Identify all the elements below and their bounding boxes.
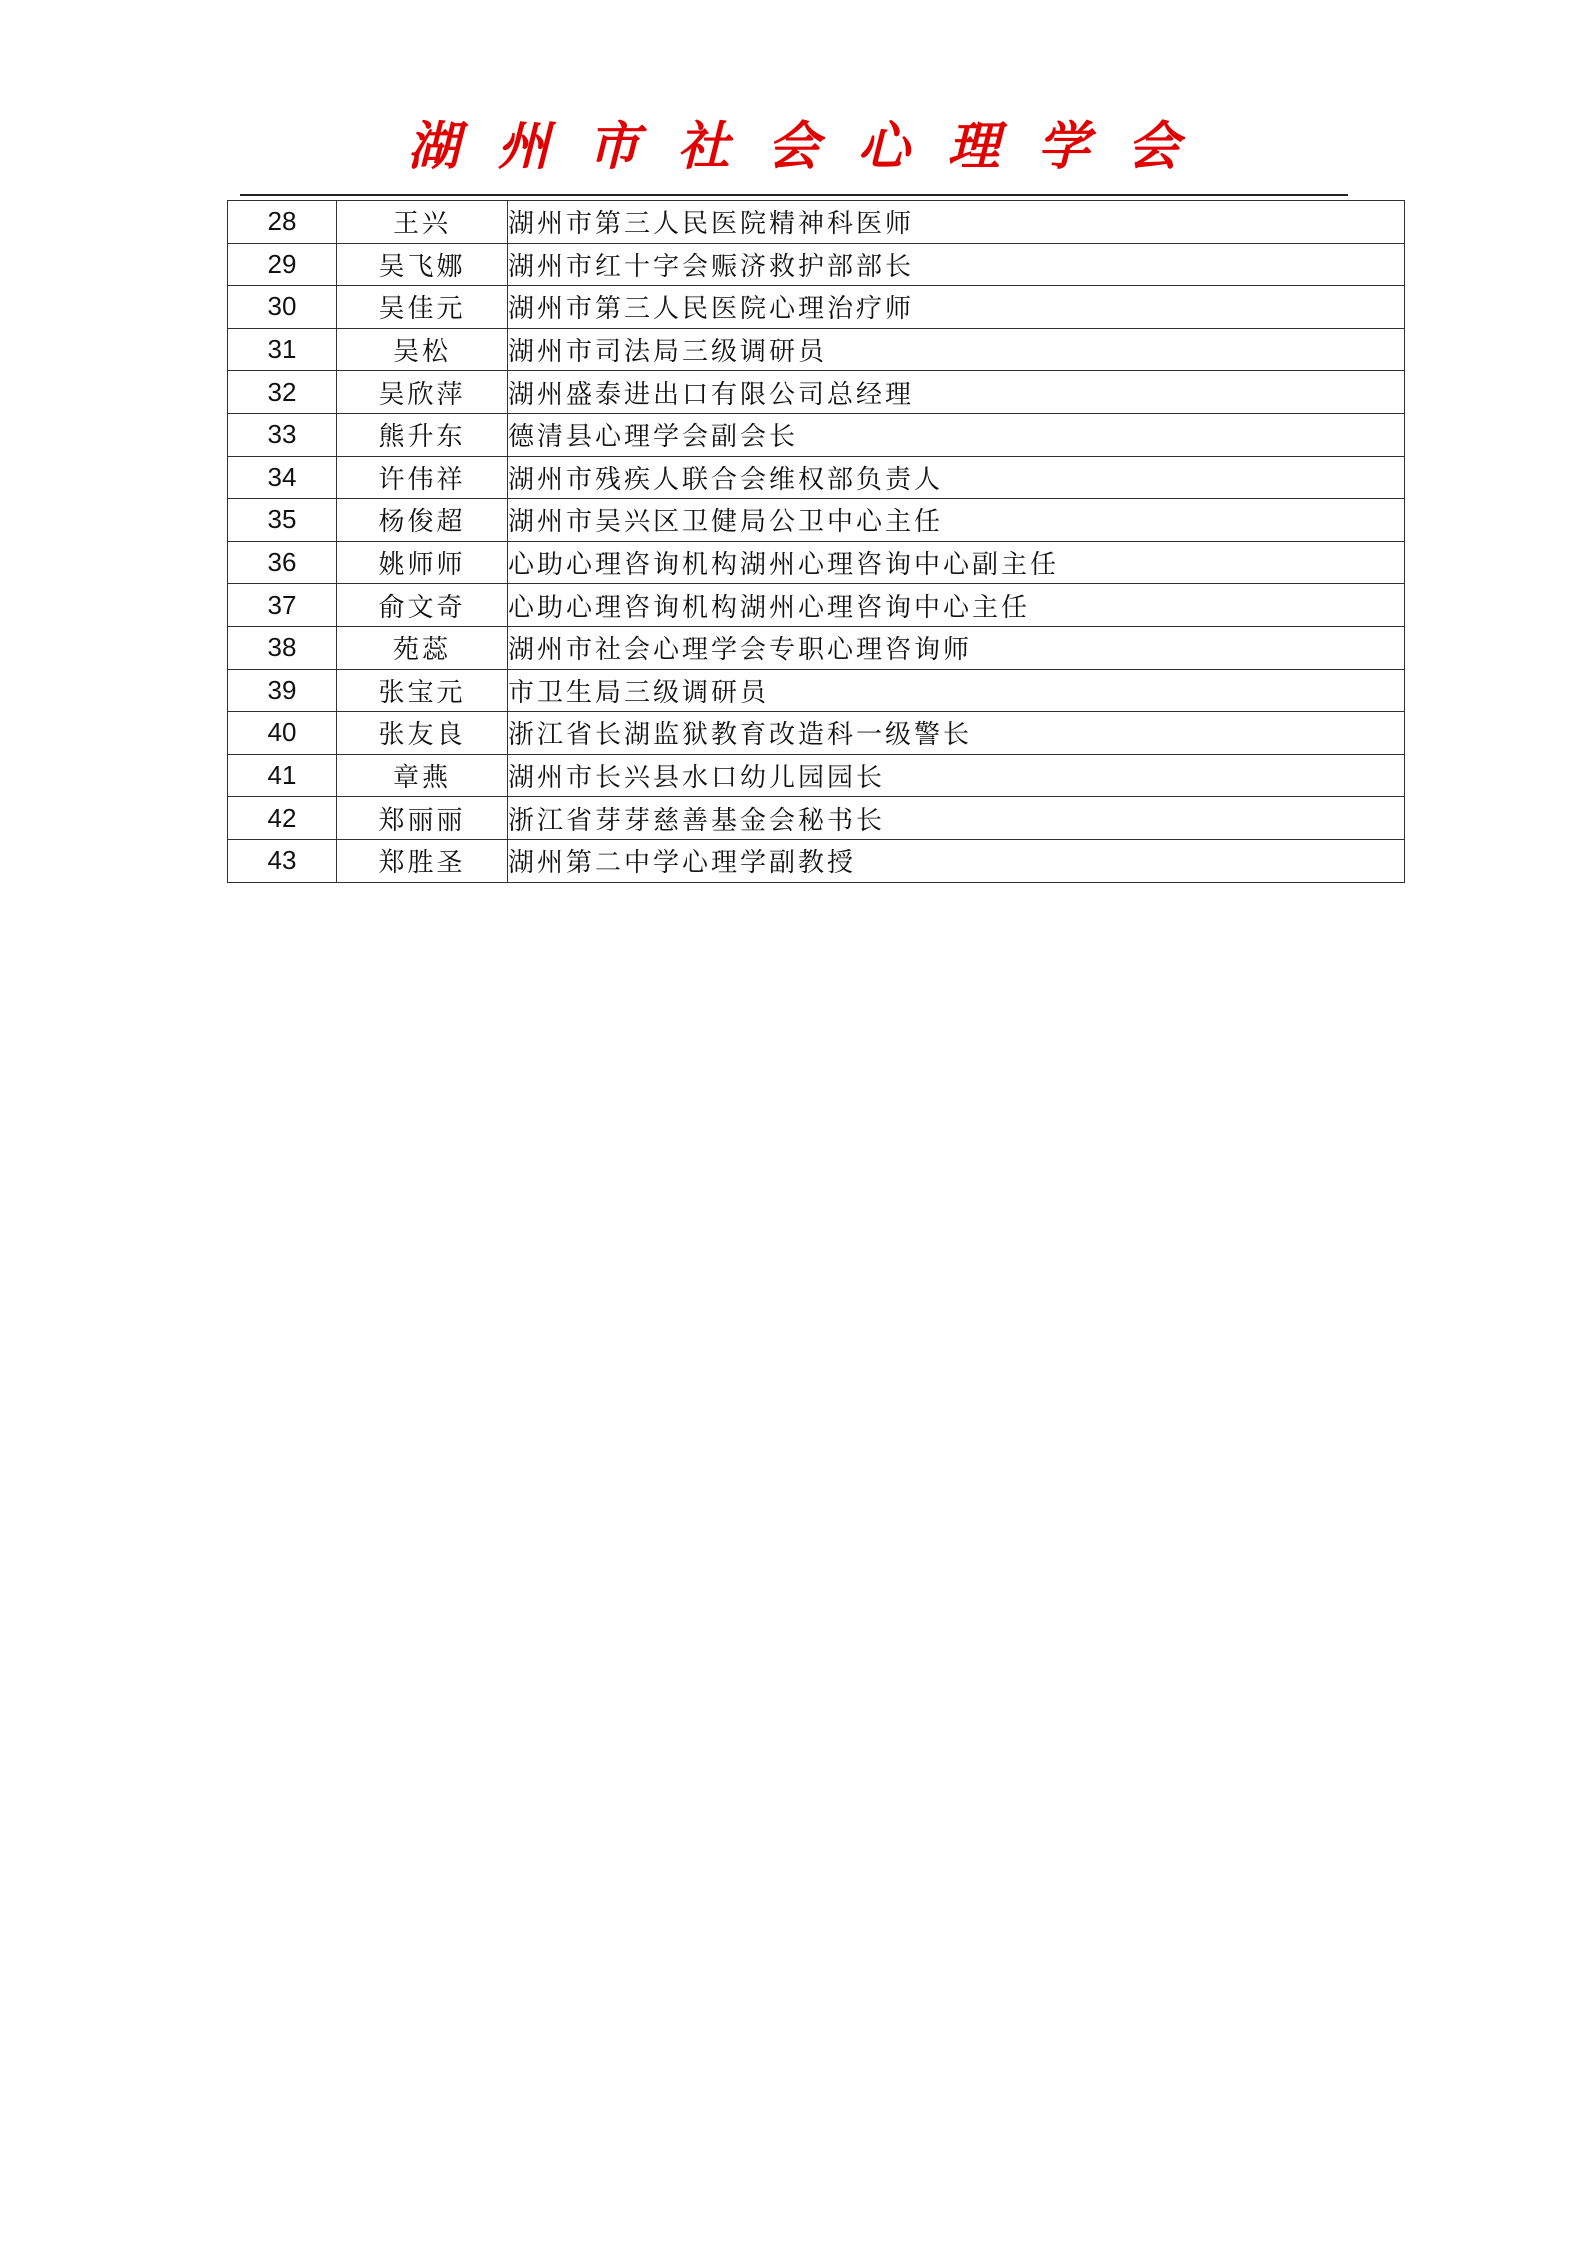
member-position: 湖州市残疾人联合会维权部负责人 (508, 456, 1405, 499)
member-position: 浙江省长湖监狱教育改造科一级警长 (508, 712, 1405, 755)
member-name: 许伟祥 (337, 456, 508, 499)
table-row (228, 371, 1405, 414)
org-title: 湖州市社会心理学会 (407, 116, 1218, 177)
row-number: 39 (228, 669, 337, 712)
row-number: 40 (228, 712, 337, 755)
member-name: 俞文奇 (337, 584, 508, 627)
row-number: 42 (228, 797, 337, 840)
table-row (228, 286, 1405, 329)
table-row (228, 839, 1405, 882)
row-number: 43 (228, 839, 337, 882)
member-position: 湖州市第三人民医院精神科医师 (508, 201, 1405, 244)
row-number: 41 (228, 754, 337, 797)
table-row (228, 456, 1405, 499)
row-number: 36 (228, 541, 337, 584)
table-row (228, 328, 1405, 371)
member-position: 湖州市第三人民医院心理治疗师 (508, 286, 1405, 329)
member-position: 心助心理咨询机构湖州心理咨询中心副主任 (508, 541, 1405, 584)
member-position: 德清县心理学会副会长 (508, 413, 1405, 456)
table-row (228, 712, 1405, 755)
member-name: 熊升东 (337, 413, 508, 456)
table-row (228, 626, 1405, 669)
header-rule (240, 194, 1348, 196)
member-position: 湖州市红十字会赈济救护部部长 (508, 243, 1405, 286)
row-number: 31 (228, 328, 337, 371)
member-name: 吴佳元 (337, 286, 508, 329)
row-number: 34 (228, 456, 337, 499)
row-number: 35 (228, 499, 337, 542)
member-position: 湖州市吴兴区卫健局公卫中心主任 (508, 499, 1405, 542)
table-row (228, 584, 1405, 627)
row-number: 38 (228, 626, 337, 669)
row-number: 28 (228, 201, 337, 244)
row-number: 37 (228, 584, 337, 627)
member-name: 吴欣萍 (337, 371, 508, 414)
member-name: 郑胜圣 (337, 839, 508, 882)
member-name: 张友良 (337, 712, 508, 755)
row-number: 32 (228, 371, 337, 414)
member-name: 苑蕊 (337, 626, 508, 669)
member-table (227, 200, 1405, 883)
row-number: 33 (228, 413, 337, 456)
member-position: 湖州市社会心理学会专职心理咨询师 (508, 626, 1405, 669)
member-name: 姚师师 (337, 541, 508, 584)
table-row (228, 669, 1405, 712)
table-row (228, 797, 1405, 840)
table-row (228, 541, 1405, 584)
table-row (228, 413, 1405, 456)
member-position: 市卫生局三级调研员 (508, 669, 1405, 712)
table-row (228, 201, 1405, 244)
member-position: 湖州市长兴县水口幼儿园园长 (508, 754, 1405, 797)
member-name: 王兴 (337, 201, 508, 244)
member-position: 湖州市司法局三级调研员 (508, 328, 1405, 371)
member-position: 浙江省芽芽慈善基金会秘书长 (508, 797, 1405, 840)
row-number: 29 (228, 243, 337, 286)
member-name: 郑丽丽 (337, 797, 508, 840)
row-number: 30 (228, 286, 337, 329)
member-name: 杨俊超 (337, 499, 508, 542)
page-header (0, 112, 1587, 182)
member-name: 吴松 (337, 328, 508, 371)
member-name: 吴飞娜 (337, 243, 508, 286)
member-name: 张宝元 (337, 669, 508, 712)
member-position: 心助心理咨询机构湖州心理咨询中心主任 (508, 584, 1405, 627)
member-position: 湖州第二中学心理学副教授 (508, 839, 1405, 882)
member-name: 章燕 (337, 754, 508, 797)
member-position: 湖州盛泰进出口有限公司总经理 (508, 371, 1405, 414)
table-row (228, 243, 1405, 286)
table-row (228, 754, 1405, 797)
table-row (228, 499, 1405, 542)
